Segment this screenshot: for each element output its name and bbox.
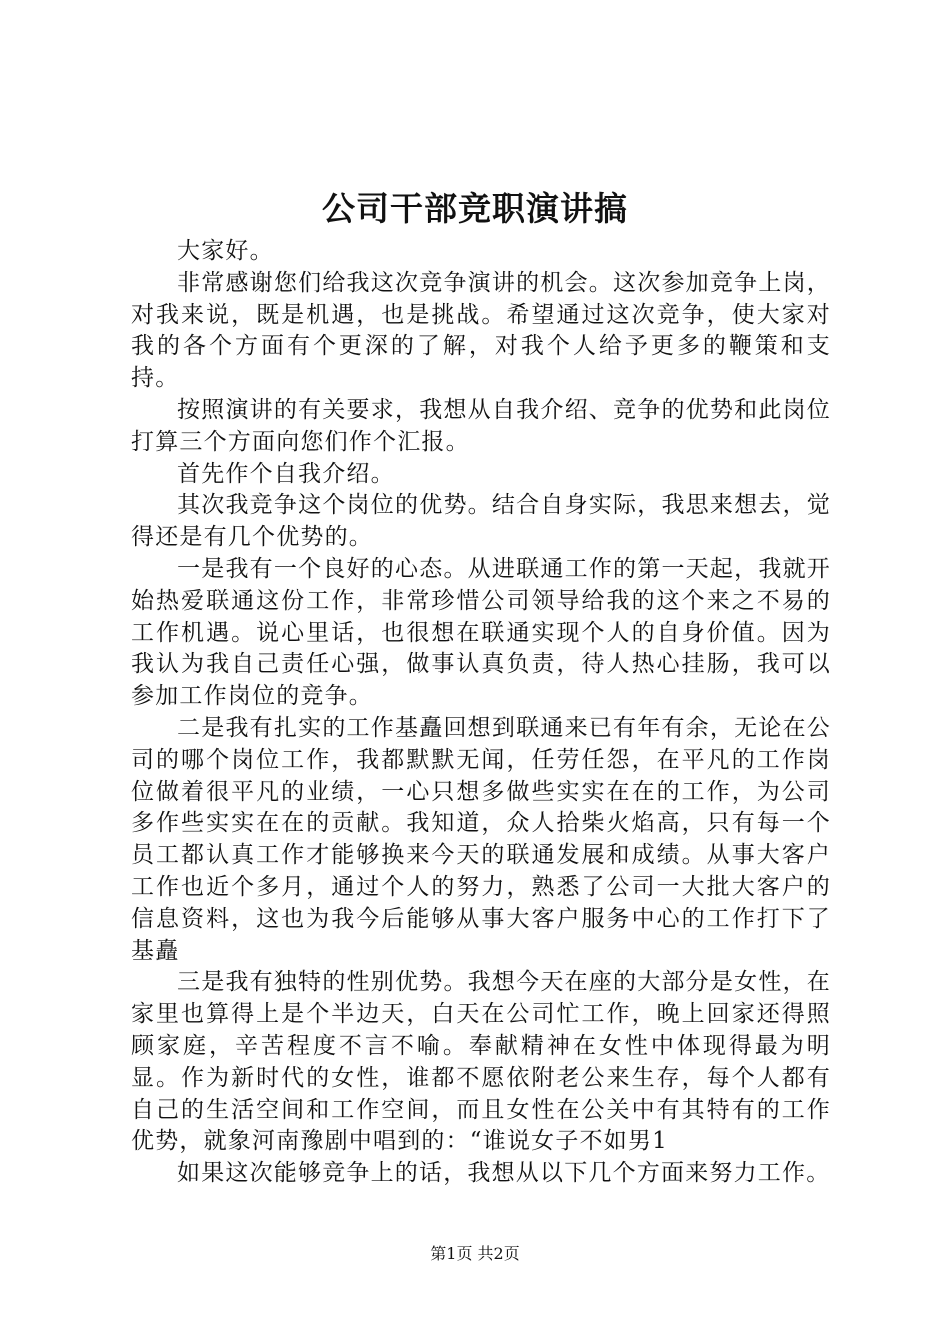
paragraph-advantage-three: 三是我有独特的性别优势。我想今天在座的大部分是女性，在家里也算得上是个半边天，白天在公司忙工作，晚上回家还得照顾家庭，辛苦程度不言不喻。奉献精神在女性中体现得最为明显。作为新时代的女性，谁都不愿依附老公来生存，每个人都有自己的生活空间和工作空间，而且女性在公关中有其特有的工作优势，就象河南豫剧中唱到的：“谁说女子不如男1: [131, 969, 831, 1155]
paragraph-advantage-two: 二是我有扎实的工作基矗回想到联通来已有年有余，无论在公司的哪个岗位工作，我都默默无闻，任劳任怨，在平凡的工作岗位做着很平凡的业绩，一心只想多做些实实在在的工作，为公司多作些实实在在的贡献。我知道，众人拾柴火焰高，只有每一个员工都认真工作才能够换来今天的联通发展和成绩。从事大客户工作也近个多月，通过个人的努力，熟悉了公司一大批大客户的信息资料，这也为我今后能够从事大客户服务中心的工作打下了基矗: [131, 714, 831, 964]
paragraph-plans: 如果这次能够竞争上的话，我想从以下几个方面来努力工作。: [177, 1160, 831, 1187]
paragraph-greeting: 大家好。: [177, 238, 274, 264]
document-title: 公司干部竞职演讲搞: [322, 189, 628, 228]
paragraph-intro: 首先作个自我介绍。: [177, 460, 395, 487]
paragraph-outline: 按照演讲的有关要求，我想从自我介绍、竞争的优势和此岗位打算三个方面向您们作个汇报。: [131, 396, 831, 455]
paragraph-advantages: 其次我竞争这个岗位的优势。结合自身实际，我思来想去，觉得还是有几个优势的。: [131, 492, 831, 551]
page-footer: 第1页 共2页: [430, 1244, 520, 1263]
paragraph-thanks: 非常感谢您们给我这次竞争演讲的机会。这次参加竞争上岗，对我来说，既是机遇，也是挑战。希望通过这次竞争，使大家对我的各个方面有个更深的了解，对我个人给予更多的鞭策和支持。: [131, 269, 831, 392]
paragraph-advantage-one: 一是我有一个良好的心态。从进联通工作的第一天起，我就开始热爱联通这份工作，非常珍惜公司领导给我的这个来之不易的工作机遇。说心里话，也很想在联通实现个人的自身价值。因为我认为我自己责任心强，做事认真负责，待人热心挂肠，我可以参加工作岗位的竞争。: [131, 555, 831, 710]
document-body: [131, 236, 831, 1190]
